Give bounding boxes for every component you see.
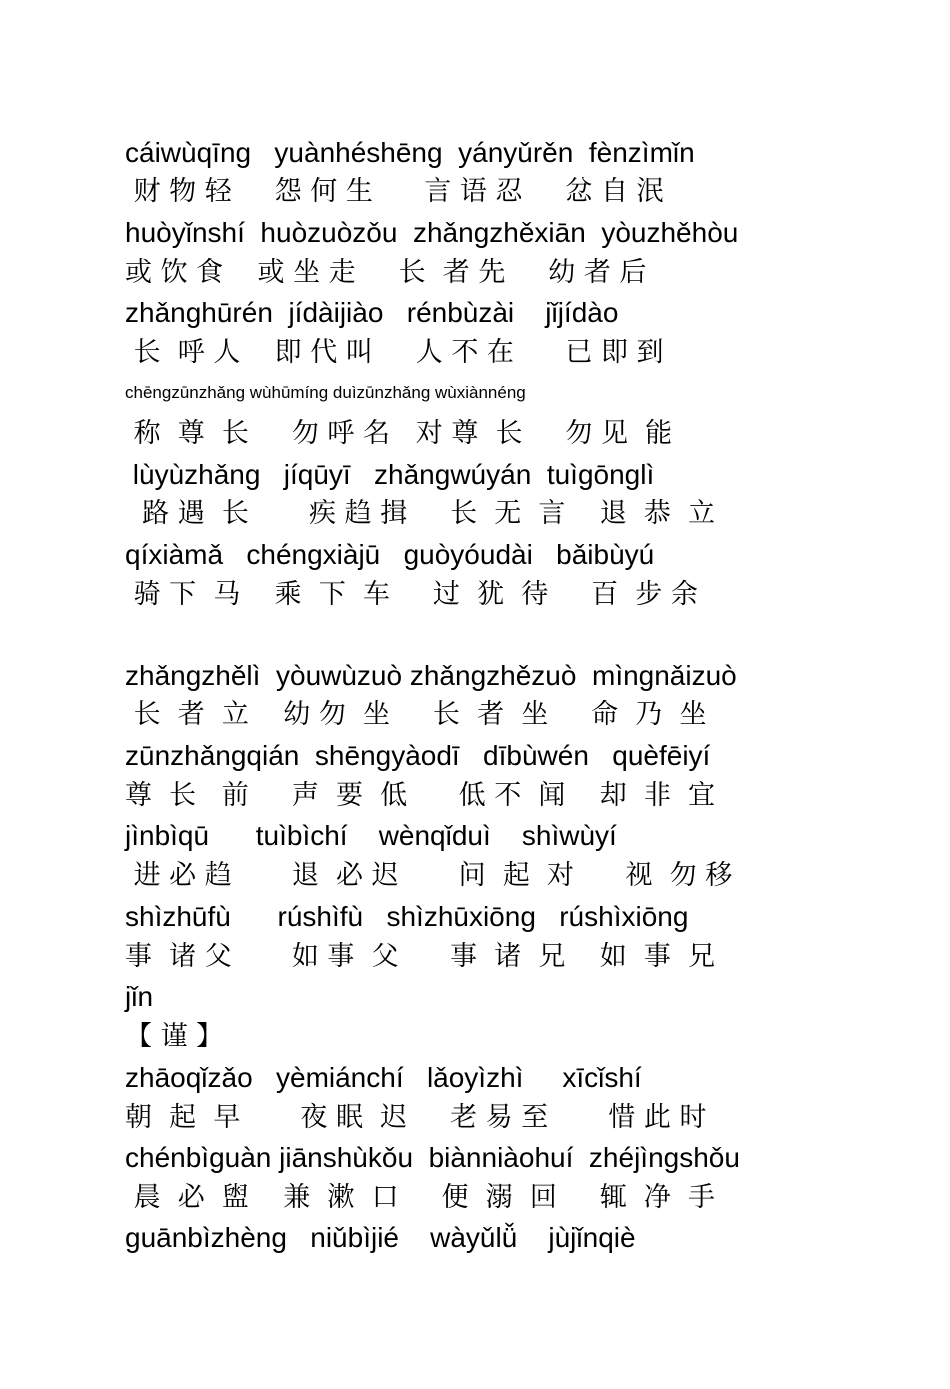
pinyin-line-10: shìzhūfù rúshìfù shìzhūxiōng rúshìxiōng — [125, 901, 689, 932]
hanzi-line-2: 或 饮 食 或 坐 走 长 者 先 幼 者 后 — [125, 257, 647, 288]
hanzi-line-3: 长 呼 人 即 代 叫 人 不 在 已 即 到 — [125, 337, 664, 368]
pinyin-line-12: zhāoqǐzǎo yèmiánchí lǎoyìzhì xīcǐshí — [125, 1062, 642, 1093]
pinyin-line-11: jǐn — [125, 981, 154, 1012]
hanzi-line-6: 骑 下 马 乘 下 车 过 犹 待 百 步 余 — [125, 579, 698, 610]
pinyin-line-4: chēngzūnzhǎng wùhūmíng duìzūnzhǎng wùxiànnéng — [125, 383, 526, 402]
pinyin-line-14: guānbìzhèng niǔbìjié wàyǔlǚ jùjǐnqiè — [125, 1222, 636, 1253]
section-heading: 【 谨 】 — [125, 1021, 224, 1052]
hanzi-line-12: 朝 起 早 夜 眠 迟 老 易 至 惜 此 时 — [125, 1102, 707, 1133]
hanzi-line-9: 进 必 趋 退 必 迟 问 起 对 视 勿 移 — [125, 860, 733, 891]
hanzi-line-8: 尊 长 前 声 要 低 低 不 闻 却 非 宜 — [125, 780, 716, 811]
hanzi-line-7: 长 者 立 幼 勿 坐 长 者 坐 命 乃 坐 — [125, 699, 707, 730]
pinyin-line-7: zhǎngzhělì yòuwùzuò zhǎngzhězuò mìngnǎizuò — [125, 660, 737, 691]
hanzi-line-4: 称 尊 长 勿 呼 名 对 尊 长 勿 见 能 — [125, 418, 673, 449]
pinyin-line-1: cáiwùqīng yuànhéshēng yányǔrěn fènzìmǐn — [125, 137, 695, 168]
pinyin-line-2: huòyǐnshí huòzuòzǒu zhǎngzhěxiān yòuzhěhòu — [125, 217, 739, 248]
hanzi-line-1: 财 物 轻 怨 何 生 言 语 忍 忿 自 泯 — [125, 176, 664, 207]
hanzi-line-10: 事 诸 父 如 事 父 事 诸 兄 如 事 兄 — [125, 941, 716, 972]
hanzi-line-5: 路 遇 长 疾 趋 揖 长 无 言 退 恭 立 — [125, 498, 716, 529]
pinyin-line-3: zhǎnghūrén jídàijiào rénbùzài jǐjídào — [125, 297, 619, 328]
pinyin-line-13: chénbìguàn jiānshùkǒu biànniàohuí zhéjìngshǒu — [125, 1142, 740, 1173]
hanzi-line-13: 晨 必 盥 兼 漱 口 便 溺 回 辄 净 手 — [125, 1182, 716, 1213]
pinyin-line-6: qíxiàmǎ chéngxiàjū guòyóudài bǎibùyú — [125, 539, 655, 570]
pinyin-line-5: lùyùzhǎng jíqūyī zhǎngwúyán tuìgōnglì — [125, 459, 655, 490]
pinyin-line-9: jìnbìqū tuìbìchí wènqǐduì shìwùyí — [125, 820, 617, 851]
pinyin-line-8: zūnzhǎngqián shēngyàodī dībùwén quèfēiyí — [125, 740, 711, 771]
